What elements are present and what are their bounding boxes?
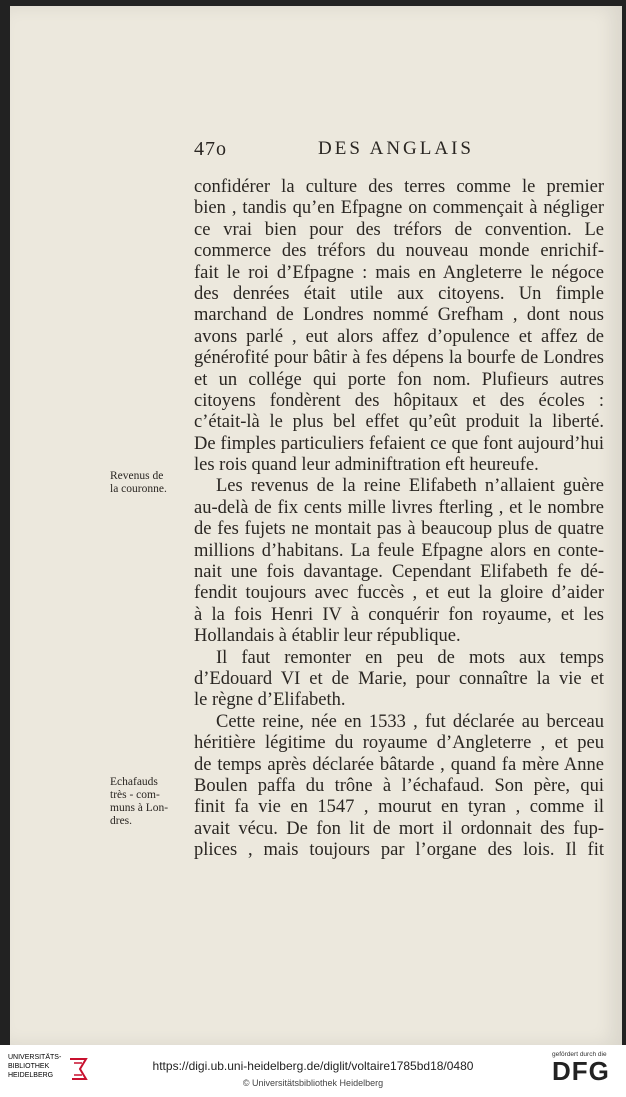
text-line: marchand de Londres nommé Grefham , dont nous	[194, 305, 604, 326]
text-line: les rois quand leur adminiftration eft heureufe.	[194, 455, 539, 476]
page-number: 47o	[194, 138, 227, 160]
text-line: bien , tandis qu’en Efpagne on commençait à négliger	[194, 198, 604, 219]
text-line: le règne d’Elifabeth.	[194, 690, 346, 711]
text-line: Boulen paffa du trône à l’échafaud. Son père, qui	[194, 775, 604, 796]
text-line: Les revenus de la reine Elifabeth n’allaient guère	[216, 476, 604, 497]
text-line: plices , mais toujours par l’organe des lois. Il fit	[194, 840, 604, 861]
page-header	[10, 134, 622, 174]
text-line: nait une fois davantage. Cependant Elifabeth fe dé-	[194, 562, 604, 583]
margin-note-line: Revenus de	[110, 470, 164, 482]
text-line: fait le roi d’Efpagne : mais en Angleterre le négoce	[194, 262, 604, 283]
text-line: c’était-là le plus bel effet qu’eût produit la liberté.	[194, 412, 604, 433]
text-line: héritière légitime du royaume d’Angleterre , et peu	[194, 733, 604, 754]
viewer-footer	[0, 1045, 626, 1097]
text-line: et un collége qui porte fon nom. Plufieurs autres	[194, 369, 604, 390]
text-line: au-delà de fix cents mille livres fterling , et le nombre	[194, 497, 604, 518]
margin-note-line: muns à Lon-	[110, 802, 169, 814]
margin-note-echafauds	[110, 776, 168, 828]
text-line: De fimples particuliers fefaient ce que font aujourd’hui	[194, 433, 604, 454]
body-text	[194, 177, 604, 862]
dfg-logo[interactable]	[552, 1051, 622, 1091]
text-line: de fes fujets ne montait pas à beaucoup plus de quatre	[194, 519, 604, 540]
margin-note-line: la couronne.	[110, 483, 167, 495]
running-title: DES ANGLAIS	[318, 138, 474, 159]
text-line: commerce des tréfors du nouveau monde enrichif-	[194, 241, 604, 262]
text-line: ce vrai bien pour des tréfors de convention. Le	[194, 219, 604, 240]
copyright-text: © Universitätsbibliothek Heidelberg	[242, 1078, 384, 1088]
text-line: Hollandais à établir leur république.	[194, 626, 461, 647]
library-logo-line: HEIDELBERG	[8, 1072, 54, 1079]
margin-note-line: Echafauds	[110, 776, 158, 788]
library-logo-line: UNIVERSITÄTS-	[8, 1054, 62, 1061]
margin-note-line: très - com-	[110, 789, 160, 801]
margin-note-revenus	[110, 470, 167, 496]
text-line: d’Edouard VI et de Marie, pour connaître la vie et	[194, 668, 604, 689]
text-line: citoyens fondèrent des hôpitaux et des écoles :	[194, 390, 604, 411]
text-line: de temps après déclarée bâtarde , quand fa mère Anne	[194, 754, 604, 775]
text-line: confidérer la culture des terres comme le premier	[194, 177, 604, 197]
text-line: des denrées était utile aux citoyens. Un fimple	[194, 283, 604, 304]
text-line: Il faut remonter en peu de mots aux temps	[216, 647, 604, 668]
book-page	[10, 6, 622, 1045]
text-line: avait vécu. De fon lit de mort il ordonnait des fup-	[194, 818, 604, 839]
text-line: générofité pour bâtir à fes dépens la bourfe de Londres	[194, 348, 604, 369]
text-line: fendit toujours avec fuccès , et eut la gloire d’aider	[194, 583, 604, 604]
text-line: à la fois Henri IV à conquérir fon royaume, et les	[194, 604, 604, 625]
margin-note-line: dres.	[110, 815, 133, 827]
funder-name: DFG	[552, 1056, 610, 1086]
funder-note: gefördert durch die	[552, 1051, 607, 1058]
page-url-link[interactable]: https://digi.ub.uni-heidelberg.de/diglit/voltaire1785bd18/0480	[152, 1059, 474, 1073]
text-line: Cette reine, née en 1533 , fut déclarée au berceau	[216, 711, 604, 732]
library-logo-line: BIBLIOTHEK	[8, 1063, 50, 1070]
text-line: avons parlé , eut alors affez d’opulence et affez de	[194, 326, 604, 347]
text-line: millions d’habitans. La feule Efpagne alors en conte-	[194, 540, 604, 561]
text-line: finit fa vie en 1547 , mourut en tyran , comme il	[194, 797, 604, 818]
